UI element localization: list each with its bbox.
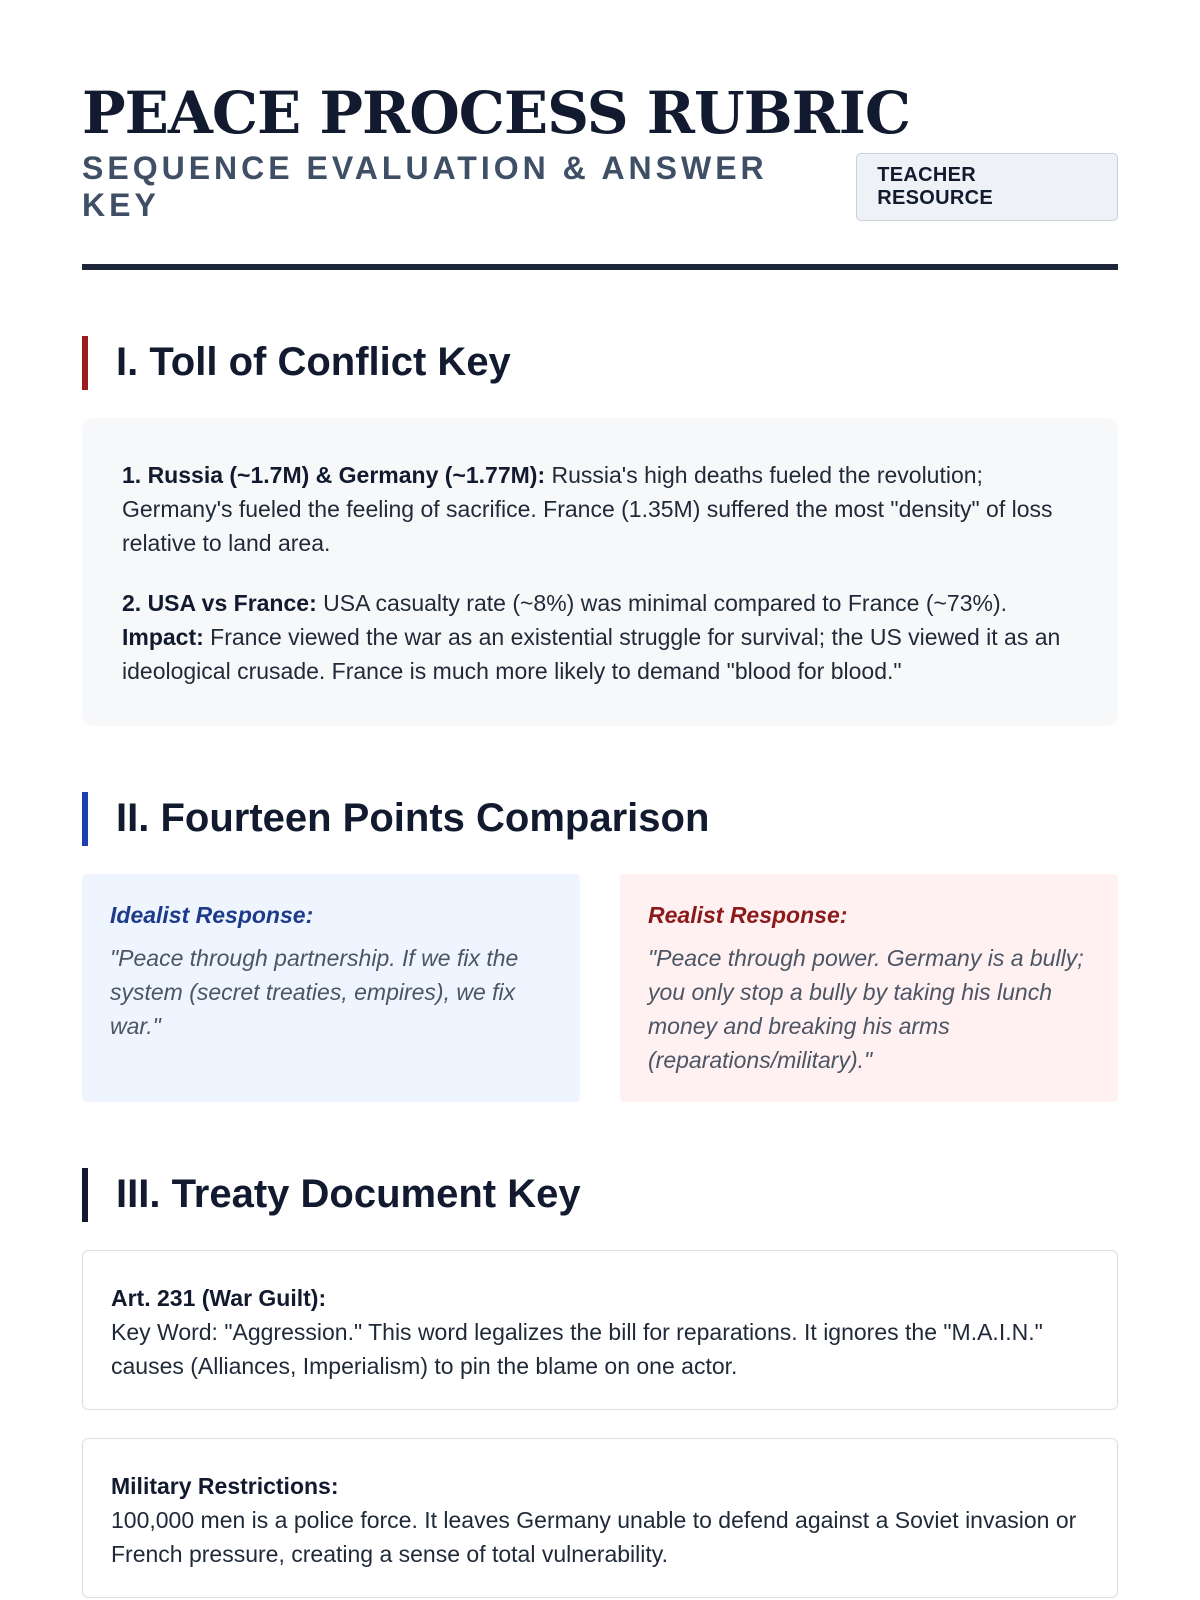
treaty-card-text: 100,000 men is a police force. It leaves Germany unable to defend against a Soviet invasion or French pressure, creating a sense of total vulnerability. [111,1506,1077,1567]
idealist-quote: "Peace through partnership. If we fix the system (secret treaties, empires), we fix war." [110,944,519,1039]
toll-item-1-text: Russia's high deaths fueled the revolution; Germany's fueled the feeling of sacrifice. France (1.35M) suffered the most "density" of loss relative to land area. [122,461,1053,556]
realist-quote: "Peace through power. Germany is a bully; you only stop a bully by taking his lunch money and breaking his arms (reparations/military)." [648,944,1084,1073]
treaty-card-title: Art. 231 (War Guilt): [111,1284,327,1311]
comparison-grid [82,874,1118,1102]
toll-key-box [82,418,1118,726]
page-header [82,0,1118,270]
treaty-card-war-guilt [82,1250,1118,1410]
treaty-card-text: Key Word: "Aggression." This word legalizes the bill for reparations. It ignores the "M.A.I.N." causes (Alliances, Imperialism) to pin the blame on one actor. [111,1318,1043,1379]
toll-item-2-text: USA casualty rate (~8%) was minimal compared to France (~73%). [316,589,1008,616]
section-title: II. Fourteen Points Comparison [116,796,710,841]
toll-item-2-impact-text: France viewed the war as an existential struggle for survival; the US viewed it as an ideological crusade. France is much more likely to demand "blood for blood." [122,623,1061,684]
section-title: I. Toll of Conflict Key [116,340,511,385]
section-accent-bar [82,792,88,846]
section-title: III. Treaty Document Key [116,1172,581,1217]
idealist-label: Idealist Response: [110,901,314,928]
subtitle-row [82,150,1118,224]
treaty-card-military [82,1438,1118,1598]
section-accent-bar [82,336,88,390]
toll-item-1 [122,458,1078,560]
page-subtitle: SEQUENCE EVALUATION & ANSWER KEY [82,149,768,223]
toll-item-1-lead: 1. Russia (~1.7M) & Germany (~1.77M): [122,461,546,488]
realist-card [620,874,1118,1102]
toll-item-2-impact-lead: Impact: [122,623,204,650]
section-toll-heading [82,336,1118,390]
treaty-card-title: Military Restrictions: [111,1472,339,1499]
header-divider [82,264,1118,270]
section-accent-bar [82,1168,88,1222]
page-title: PEACE PROCESS RUBRIC [82,79,911,147]
toll-item-2 [122,586,1078,688]
realist-label: Realist Response: [648,901,848,928]
toll-item-2-lead: 2. USA vs France: [122,589,317,616]
section-treaty-heading [82,1168,1118,1222]
teacher-resource-badge: TEACHER RESOURCE [856,153,1118,221]
idealist-card [82,874,580,1102]
section-fourteen-points-heading [82,792,1118,846]
